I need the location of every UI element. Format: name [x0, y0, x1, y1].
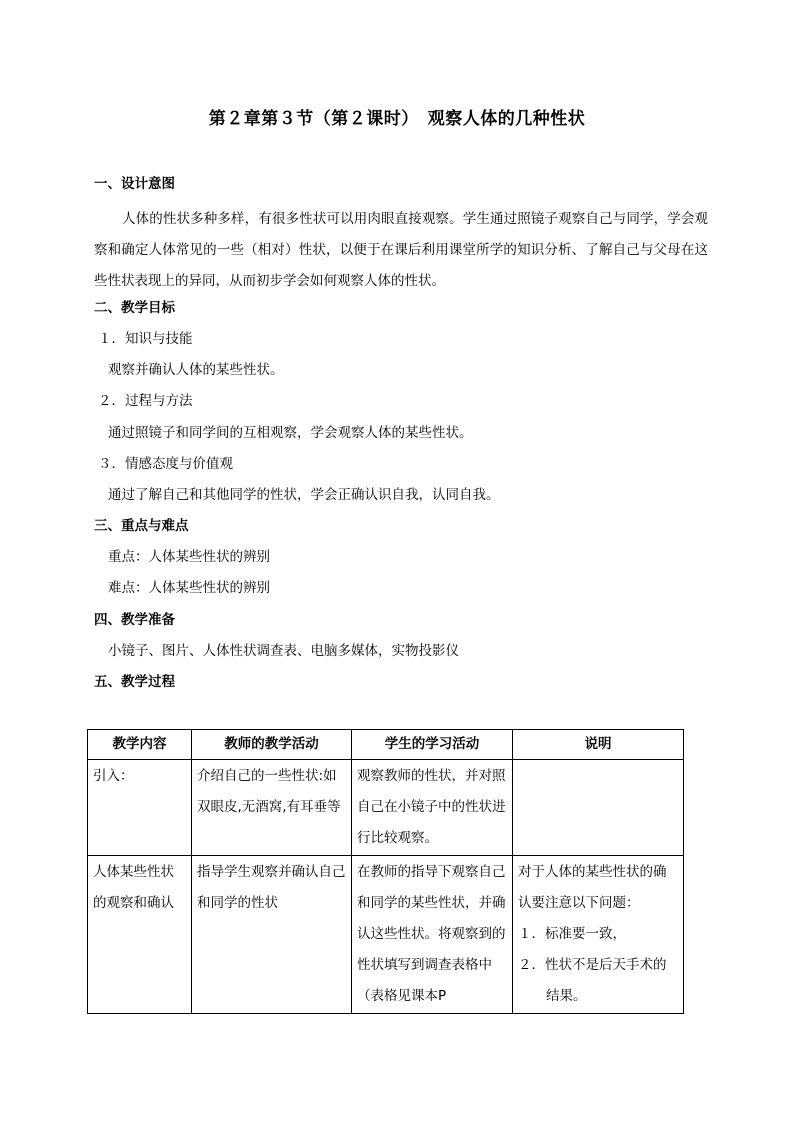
table-row: [88, 856, 684, 1014]
section-heading-key-points: 三、重点与难点: [94, 518, 189, 534]
section-heading-preparation: 四、教学准备: [94, 612, 175, 628]
objective-3-title: ３．情感态度与价值观: [98, 456, 233, 472]
note-intro: 对于人体的某些性状的确认要注意以下问题：: [518, 864, 667, 911]
cell-content: 人体某些性状的观察和确认: [88, 856, 192, 1014]
cell-student-activity: 在教师的指导下观察自己和同学的某些性状，并确认这些性状。将观察到的性状填写到调查表格中（表格见课本P: [352, 856, 513, 1014]
design-intent-paragraph: 人体的性状多种多样，有很多性状可以用肉眼直接观察。学生通过照镜子观察自己与同学，学会观察和确定人体常见的一些（相对）性状，以便于在课后利用课堂所学的知识分析、了解自己与父母在这些性状表现上的异同，从而初步学会如何观察人体的性状。: [94, 211, 708, 289]
cell-note: [513, 760, 684, 856]
list-item: １．标准要一致，: [518, 926, 626, 942]
difficulty-text: 难点：人体某些性状的辨别: [108, 580, 270, 596]
column-header-note: 说明: [513, 730, 684, 760]
preparation-text: 小镜子、图片、人体性状调查表、电脑多媒体，实物投影仪: [108, 643, 459, 659]
objective-1-title: １．知识与技能: [98, 331, 193, 347]
objective-2-title: ２．过程与方法: [98, 393, 193, 409]
page-title: 第２章第３节（第２课时） 观察人体的几种性状: [208, 109, 586, 129]
section-heading-process: 五、教学过程: [94, 674, 175, 690]
cell-teacher-activity: 介绍自己的一些性状:如双眼皮,无酒窝,有耳垂等: [192, 760, 352, 856]
list-item: ２．性状不是后天手术的结果。: [518, 957, 667, 1004]
key-point-text: 重点：人体某些性状的辨别: [108, 549, 270, 565]
section-heading-objectives: 二、教学目标: [94, 300, 175, 316]
column-header-student: 学生的学习活动: [352, 730, 513, 760]
cell-teacher-activity: 指导学生观察并确认自己和同学的性状: [192, 856, 352, 1014]
cell-student-activity: 观察教师的性状，并对照自己在小镜子中的性状进行比较观察。: [352, 760, 513, 856]
column-header-content: 教学内容: [88, 730, 192, 760]
section-heading-design-intent: 一、设计意图: [94, 176, 175, 192]
objective-2-text: 通过照镜子和同学间的互相观察，学会观察人体的某些性状。: [108, 425, 473, 441]
note-list: [518, 919, 678, 1012]
objective-3-text: 通过了解自己和其他同学的性状，学会正确认识自我，认同自我。: [108, 487, 500, 503]
column-header-teacher: 教师的教学活动: [192, 730, 352, 760]
cell-content: 引入：: [88, 760, 192, 856]
objective-1-text: 观察并确认人体的某些性状。: [108, 362, 284, 378]
teaching-process-table: [87, 729, 684, 1014]
table-row: [88, 760, 684, 856]
cell-note: [513, 856, 684, 1014]
table-header-row: [88, 730, 684, 760]
